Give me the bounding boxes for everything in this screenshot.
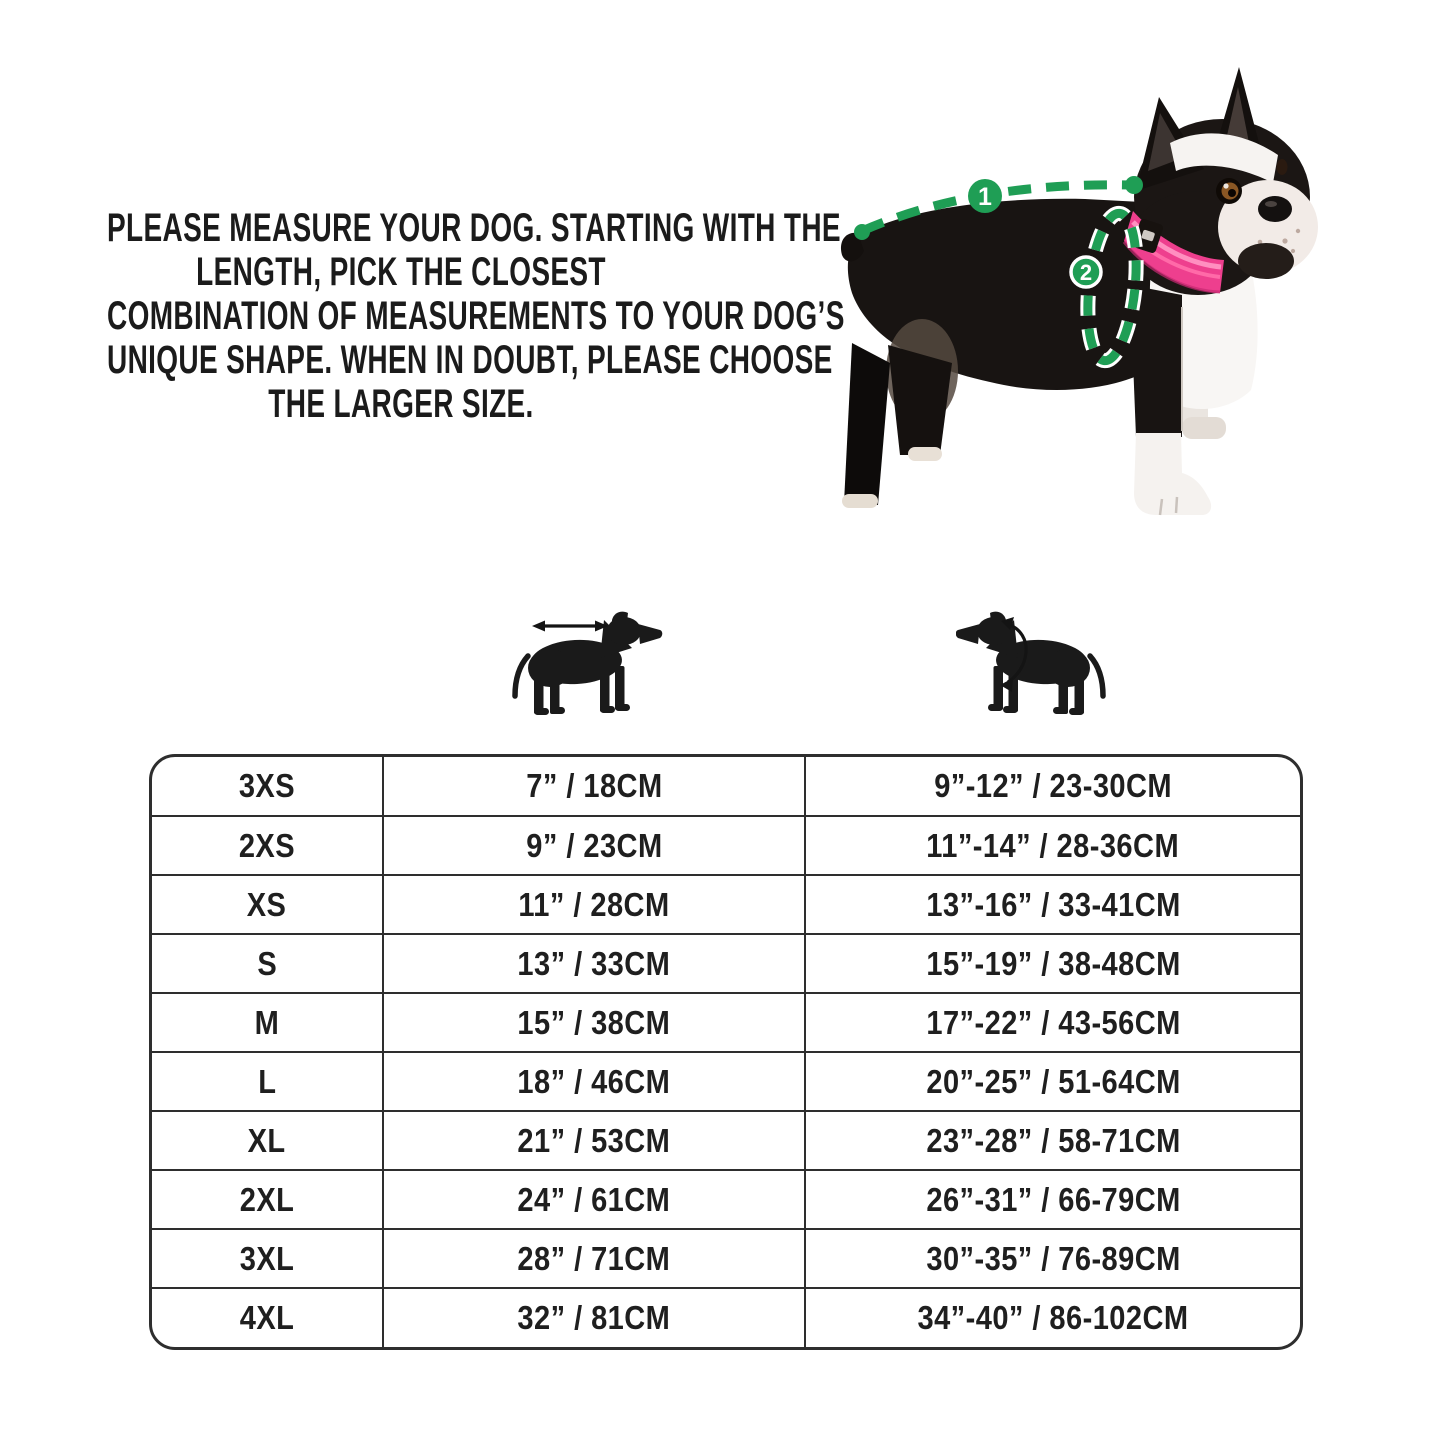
length-cell [383,993,805,1052]
dog-hind-paw-far [842,494,878,508]
length-cell [383,816,805,875]
dog-nose [1258,196,1292,222]
girth-cell [805,934,1300,993]
length-cell [383,757,805,816]
length-value: 15” / 38CM [517,1003,671,1041]
size-cell [152,993,383,1052]
table-row [152,875,1300,934]
table-row [152,1288,1300,1347]
length-value: 13” / 33CM [517,944,671,982]
size-cell [152,757,383,816]
dog-eye-pupil [1228,189,1236,197]
dog-muzzle-speckle [1291,249,1295,253]
dog-girth-icon [956,604,1116,722]
size-value: S [256,944,277,982]
instruction-line: THE LARGER SIZE. [268,382,534,426]
length-value: 28” / 71CM [517,1239,671,1277]
table-row [152,1170,1300,1229]
length-cell [383,1288,805,1347]
size-cell [152,934,383,993]
girth-value: 26”-31” / 66-79CM [925,1180,1181,1218]
size-value: 3XS [238,767,295,804]
length-value: 18” / 46CM [517,1062,671,1100]
size-value: 2XL [239,1180,295,1218]
length-value: 32” / 81CM [517,1299,671,1336]
length-value: 21” / 53CM [517,1121,671,1159]
girth-cell [805,875,1300,934]
girth-cell [805,1052,1300,1111]
size-cell [152,1111,383,1170]
instruction-line: COMBINATION OF MEASUREMENTS TO YOUR DOG’S [107,294,845,338]
girth-value: 15”-19” / 38-48CM [925,944,1181,982]
dog-eye-far [1277,159,1288,175]
girth-value: 11”-14” / 28-36CM [926,826,1180,864]
table-row [152,1052,1300,1111]
length-cell [383,875,805,934]
dog-eye-glint [1223,183,1228,188]
girth-cell [805,816,1300,875]
size-cell [152,1288,383,1347]
size-cell [152,1052,383,1111]
instruction-line: LENGTH, PICK THE CLOSEST [196,250,606,294]
length-badge-number: 1 [978,183,992,211]
dog-nose-highlight [1265,201,1277,207]
table-row [152,934,1300,993]
size-table-grid [152,757,1300,1347]
size-value: 3XL [239,1239,295,1277]
dog-hind-paw-near [908,447,942,461]
size-cell [152,875,383,934]
length-cell [383,934,805,993]
dog-hind-leg-near [888,345,952,455]
dog-length-icon [512,604,672,722]
length-arrow-icon [532,621,608,632]
size-cell [152,1170,383,1229]
girth-value: 13”-16” / 33-41CM [925,885,1181,923]
measuring-instructions [107,206,845,426]
size-value: XS [247,885,287,923]
length-value: 7” / 18CM [525,767,663,804]
instruction-line: UNIQUE SHAPE. WHEN IN DOUBT, PLEASE CHOOSE [107,338,833,382]
length-measure-end-dot [1125,176,1143,194]
table-row [152,757,1300,816]
girth-cell [805,1170,1300,1229]
length-value: 24” / 61CM [517,1180,671,1218]
girth-cell [805,1111,1300,1170]
dog-front-paw-far [1182,417,1226,439]
dog-hind-leg-far [844,343,890,505]
size-value: XL [247,1121,286,1159]
girth-value: 30”-35” / 76-89CM [925,1239,1181,1277]
girth-cell [805,757,1300,816]
dog-muzzle-speckle [1282,238,1287,243]
girth-value: 17”-22” / 43-56CM [925,1003,1181,1041]
length-cell [383,1111,805,1170]
girth-value: 9”-12” / 23-30CM [934,767,1173,804]
girth-badge-number: 2 [1079,260,1093,285]
table-row [152,816,1300,875]
girth-value: 34”-40” / 86-102CM [917,1299,1189,1336]
instruction-line: PLEASE MEASURE YOUR DOG. STARTING WITH THE [107,206,841,250]
size-value: M [254,1003,280,1041]
length-value: 11” / 28CM [518,885,670,923]
dog-front-leg-near-lower [1134,433,1211,515]
table-row [152,1111,1300,1170]
size-value: L [257,1062,276,1100]
girth-cell [805,993,1300,1052]
length-cell [383,1229,805,1288]
size-table [149,754,1303,1350]
girth-value: 23”-28” / 58-71CM [925,1121,1181,1159]
girth-value: 20”-25” / 51-64CM [925,1062,1181,1100]
size-value: 2XS [238,826,295,864]
size-value: 4XL [239,1299,295,1336]
length-cell [383,1052,805,1111]
length-value: 9” / 23CM [525,826,663,864]
size-cell [152,1229,383,1288]
dog-mouth-dark [1238,243,1294,279]
dog-muzzle-speckle [1296,229,1300,233]
table-row [152,993,1300,1052]
dog-measurement-photo [830,45,1390,545]
table-row [152,1229,1300,1288]
girth-cell [805,1288,1300,1347]
size-cell [152,816,383,875]
girth-cell [805,1229,1300,1288]
length-cell [383,1170,805,1229]
size-table-body [152,757,1300,1347]
length-measure-start-dot [854,224,870,240]
